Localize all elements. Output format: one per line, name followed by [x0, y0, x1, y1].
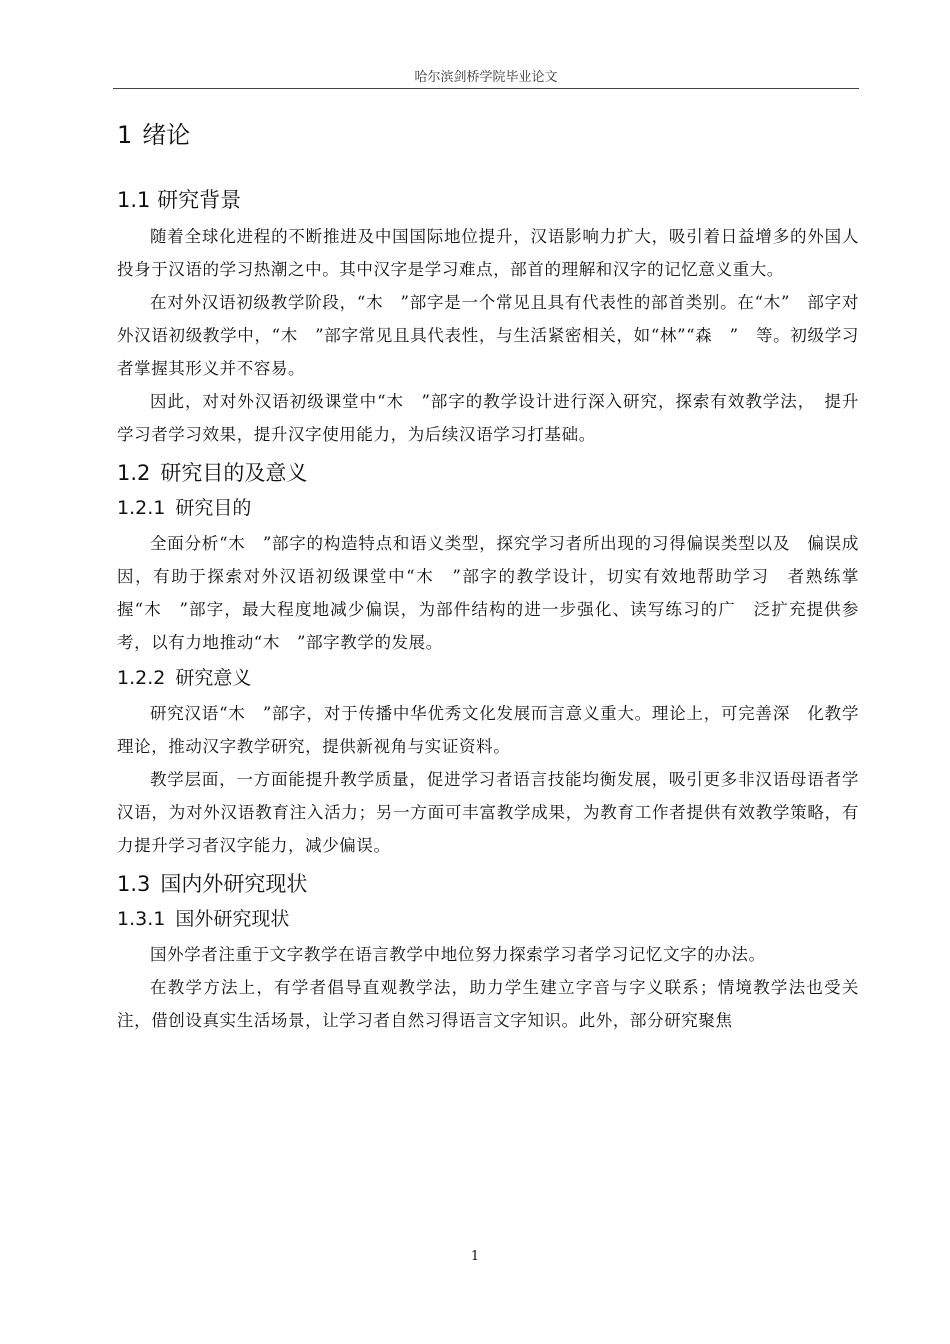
subsection-number: 1.2.2 — [117, 667, 166, 689]
paragraph: 在对外汉语初级教学阶段，“木 ”部字是一个常见且具有代表性的部首类别。在“木” 部字对外汉语初级教学中，“木 ”部字常见且具代表性，与生活紧密相关，如“林”“森 ” 等。初级学习者掌握其形义并不容易。 — [117, 293, 859, 378]
paragraph: 因此，对对外汉语初级课堂中“木 ”部字的教学设计进行深入研究，探索有效教学法， 提升学习者学习效果，提升汉字使用能力，为后续汉语学习打基础。 — [117, 392, 859, 444]
subsection-heading-1-2-2 — [117, 663, 859, 693]
chapter-heading — [117, 118, 859, 152]
subsection-heading-1-2-1 — [117, 493, 859, 523]
section-title: 研究目的及意义 — [160, 461, 308, 485]
section-heading-1-2 — [117, 457, 859, 489]
section-number: 1.3 — [117, 872, 151, 896]
running-header: 哈尔滨剑桥学院毕业论文 — [414, 70, 558, 85]
subsection-number: 1.2.1 — [117, 497, 166, 519]
subsection-title: 国外研究现状 — [175, 908, 290, 930]
subsection-title: 研究意义 — [175, 667, 252, 689]
subsection-number: 1.3.1 — [117, 908, 166, 930]
section-title: 国内外研究现状 — [160, 872, 308, 896]
section-number: 1.2 — [117, 461, 151, 485]
subsection-title: 研究目的 — [175, 497, 252, 519]
paragraph: 国外学者注重于文字教学在语言教学中地位努力探索学习者学习记忆文字的办法。 — [150, 945, 766, 964]
page-number: 1 — [470, 1249, 480, 1264]
subsection-heading-1-3-1 — [117, 904, 859, 934]
paragraph: 研究汉语“木 ”部字，对于传播中华优秀文化发展而言意义重大。理论上，可完善深 化教学理论，推动汉字教学研究，提供新视角与实证资料。 — [117, 704, 859, 756]
page-body — [117, 118, 859, 1037]
section-heading-1-1 — [117, 184, 859, 216]
paragraph: 全面分析“木 ”部字的构造特点和语义类型，探究学习者所出现的习得偏误类型以及 偏误成因，有助于探索对外汉语初级课堂中“木 ”部字的教学设计，切实有效地帮助学习 者熟练掌握“木 ”部字，最大程度地减少偏误，为部件结构的进一步强化、读写练习的广 泛扩充提供参考，以有力地推动“木 ”部字教学的发展。 — [117, 534, 859, 652]
chapter-number: 1 — [117, 121, 133, 149]
section-heading-1-3 — [117, 868, 859, 900]
paragraph: 随着全球化进程的不断推进及中国国际地位提升，汉语影响力扩大，吸引着日益增多的外国人投身于汉语的学习热潮之中。其中汉字是学习难点，部首的理解和汉字的记忆意义重大。 — [117, 227, 859, 279]
chapter-title: 绪论 — [142, 121, 191, 149]
section-title: 研究背景 — [157, 188, 242, 212]
paragraph: 教学层面，一方面能提升教学质量，促进学习者语言技能均衡发展，吸引更多非汉语母语者学汉语，为对外汉语教育注入活力；另一方面可丰富教学成果，为教育工作者提供有效教学策略，有力提升学习者汉字能力，减少偏误。 — [117, 770, 859, 855]
header-divider — [113, 88, 859, 89]
section-number: 1.1 — [117, 188, 151, 212]
paragraph: 在教学方法上，有学者倡导直观教学法，助力学生建立字音与字义联系；情境教学法也受关注，借创设真实生活场景，让学习者自然习得语言文字知识。此外，部分研究聚焦 — [117, 978, 859, 1030]
